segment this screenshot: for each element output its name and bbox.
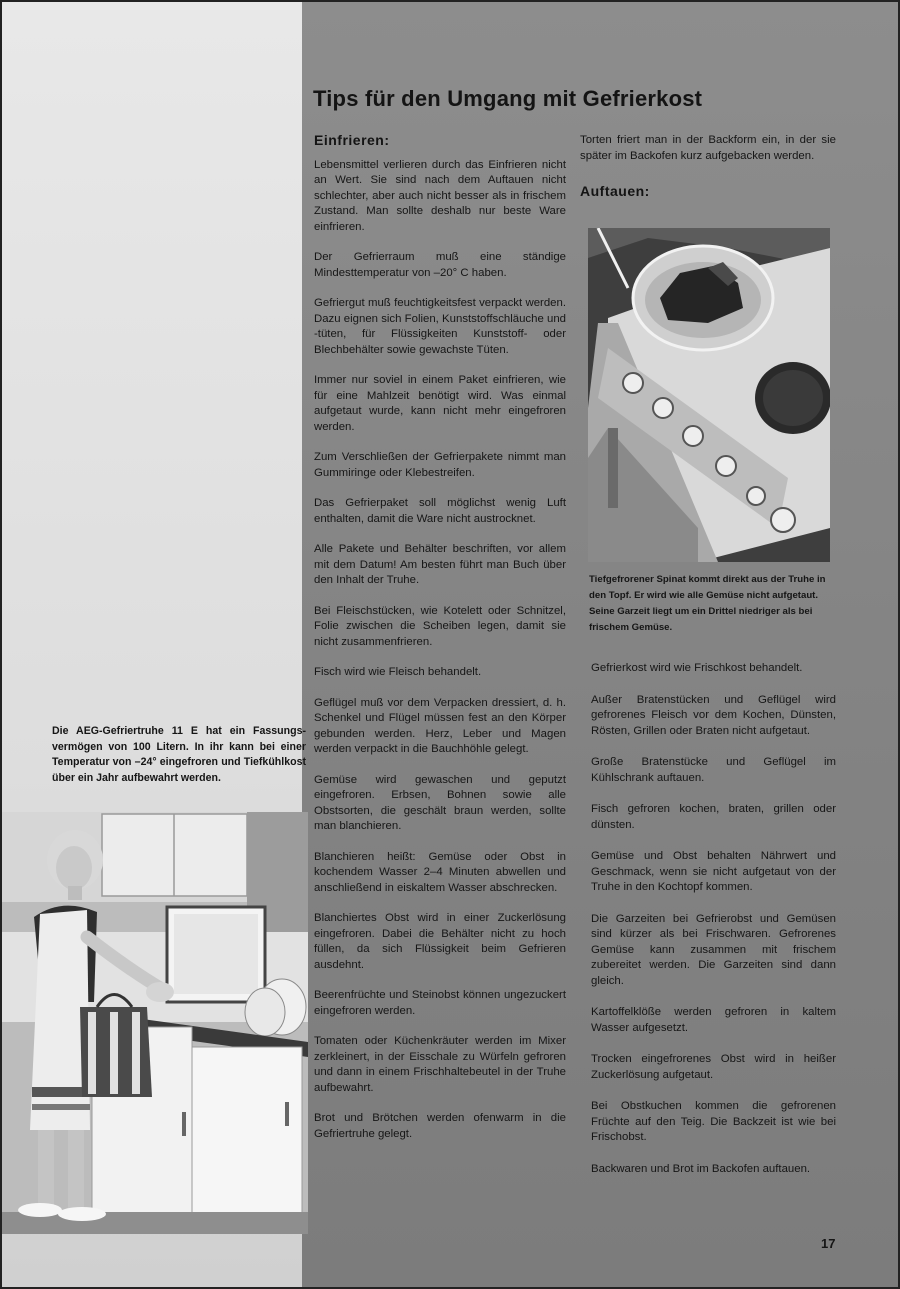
auftauen-paragraph: Bei Obstkuchen kommen die gefrorenen Früchte auf den Teig. Die Backzeit ist wie bei Frischobst. <box>591 1100 836 1143</box>
auftauen-section <box>591 661 836 1193</box>
page-number: 17 <box>821 1236 836 1251</box>
stove-caption: Tiefgefrorener Spinat kommt direkt aus der Truhe in den Topf. Er wird wie alle Gemüse nicht aufgetaut. Seine Garzeit liegt um ein Drittel niedriger als bei frischem Gemüse. <box>589 574 826 633</box>
auftauen-paragraph: Fisch gefroren kochen, braten, grillen oder dünsten. <box>591 803 836 831</box>
einfrieren-heading: Einfrieren: <box>314 132 390 148</box>
auftauen-paragraph: Backwaren und Brot im Backofen auftauen. <box>591 1162 811 1175</box>
einfrieren-paragraph: Lebensmittel verlieren durch das Einfrieren nicht an Wert. Sie sind nach dem Auftauen nicht schlechter, aber auch nicht besser als in frischem Zustand. Man sollte deshalb nur beste Ware einfrieren. <box>314 158 566 233</box>
einfrieren-paragraph: Der Gefrierraum muß eine ständige Mindesttemperatur von –20° C haben. <box>314 251 566 279</box>
einfrieren-paragraph: Immer nur soviel in einem Paket einfrieren, wie für eine Mahlzeit benötigt wird. Was einmal aufgetaut wurde, kann nicht mehr eingefroren werden. <box>314 374 566 433</box>
stove-photo <box>588 228 830 562</box>
auftauen-paragraph: Kartoffelklöße werden gefroren in kaltem Wasser aufgesetzt. <box>591 1006 836 1034</box>
einfrieren-paragraph: Geflügel muß vor dem Verpacken dressiert, d. h. Schenkel und Flügel müssen fest an den Körper gebunden werden. Herz, Leber und Magen werden verpackt in die Bauchhöhle gelegt. <box>314 696 566 755</box>
einfrieren-paragraph: Blanchieren heißt: Gemüse oder Obst in kochendem Wasser 2–4 Minuten abwellen und anschließend in eiskaltem Wasser abschrecken. <box>314 850 566 894</box>
einfrieren-paragraph: Alle Pakete und Behälter beschriften, vor allem mit dem Datum! Am besten führt man Buch über den Inhalt der Truhe. <box>314 543 566 586</box>
einfrieren-paragraph: Tomaten oder Küchenkräuter werden im Mixer zerkleinert, in der Eisschale zu Würfeln gefroren und dann in einem Frischhaltebeutel in der Truhe aufbewahrt. <box>314 1035 566 1094</box>
auftauen-paragraph: Große Bratenstücke und Geflügel im Kühlschrank auftauen. <box>591 756 836 784</box>
einfrieren-paragraph: Blanchiertes Obst wird in einer Zuckerlösung eingefroren. Dabei die Behälter nicht zu hoch füllen, da sich Flüssigkeit beim Gefrieren ausdehnt. <box>314 912 566 971</box>
auftauen-paragraph: Außer Bratenstücken und Geflügel wird gefrorenes Fleisch vor dem Kochen, Dünsten, Rösten, Grillen oder Braten nicht aufgetaut. <box>591 693 836 737</box>
page-title: Tips für den Umgang mit Gefrierkost <box>313 86 703 111</box>
einfrieren-paragraph: Bei Fleischstücken, wie Kotelett oder Schnitzel, Folie zwischen die Scheiben legen, damit sie nicht zusammenfrieren. <box>314 604 566 648</box>
einfrieren-paragraph: Gemüse wird gewaschen und geputzt eingefroren. Erbsen, Bohnen sowie alle Obstsorten, die geschält braun werden, sollte man blanchieren. <box>314 773 566 832</box>
einfrieren-paragraph: Beerenfrüchte und Steinobst können ungezuckert eingefroren werden. <box>314 989 566 1017</box>
auftauen-heading: Auftauen: <box>580 183 650 199</box>
freezer-photo <box>2 812 308 1234</box>
auftauen-paragraph: Gefrierkost wird wie Frischkost behandelt. <box>591 662 803 674</box>
torten-paragraph: Torten friert man in der Backform ein, in der sie später im Backofen kurz aufgebacken werden. <box>580 134 836 162</box>
einfrieren-section <box>314 133 566 1157</box>
auftauen-paragraph: Gemüse und Obst behalten Nährwert und Geschmack, wenn sie nicht aufgetaut von der Truhe in den Kochtopf kommen. <box>591 850 836 893</box>
auftauen-header-section <box>580 133 836 209</box>
auftauen-paragraph: Die Garzeiten bei Gefrierobst und Gemüsen sind kürzer als bei Frischwaren. Gefrorenes Gemüse kann zusammen mit frischem zubereitet werden. Die Garzeiten sind dann gleich. <box>591 912 836 987</box>
einfrieren-paragraph: Fisch wird wie Fleisch behandelt. <box>314 666 482 678</box>
freezer-caption: Die AEG-Gefriertruhe 11 E hat ein Fassungs-vermögen von 100 Litern. In ihr kann bei einer Temperatur von –24° eingefroren und Tiefkühlkost über ein Jahr aufbewahrt werden. <box>52 725 306 784</box>
einfrieren-paragraph: Das Gefrierpaket soll möglichst wenig Luft enthalten, damit die Ware nicht austrocknet. <box>314 497 566 525</box>
einfrieren-paragraph: Gefriergut muß feuchtigkeitsfest verpackt werden. Dazu eignen sich Folien, Kunststoffschläuche und -tüten, für Flüssigkeiten Kunststoff- oder Blechbehälter sowie gewachste Tüten. <box>314 297 566 356</box>
einfrieren-paragraph: Zum Verschließen der Gefrierpakete nimmt man Gummiringe oder Klebestreifen. <box>314 451 566 479</box>
auftauen-paragraph: Trocken eingefrorenes Obst wird in heißer Zuckerlösung aufgetaut. <box>591 1053 836 1081</box>
einfrieren-paragraph: Brot und Brötchen werden ofenwarm in die Gefriertruhe gelegt. <box>314 1112 566 1140</box>
